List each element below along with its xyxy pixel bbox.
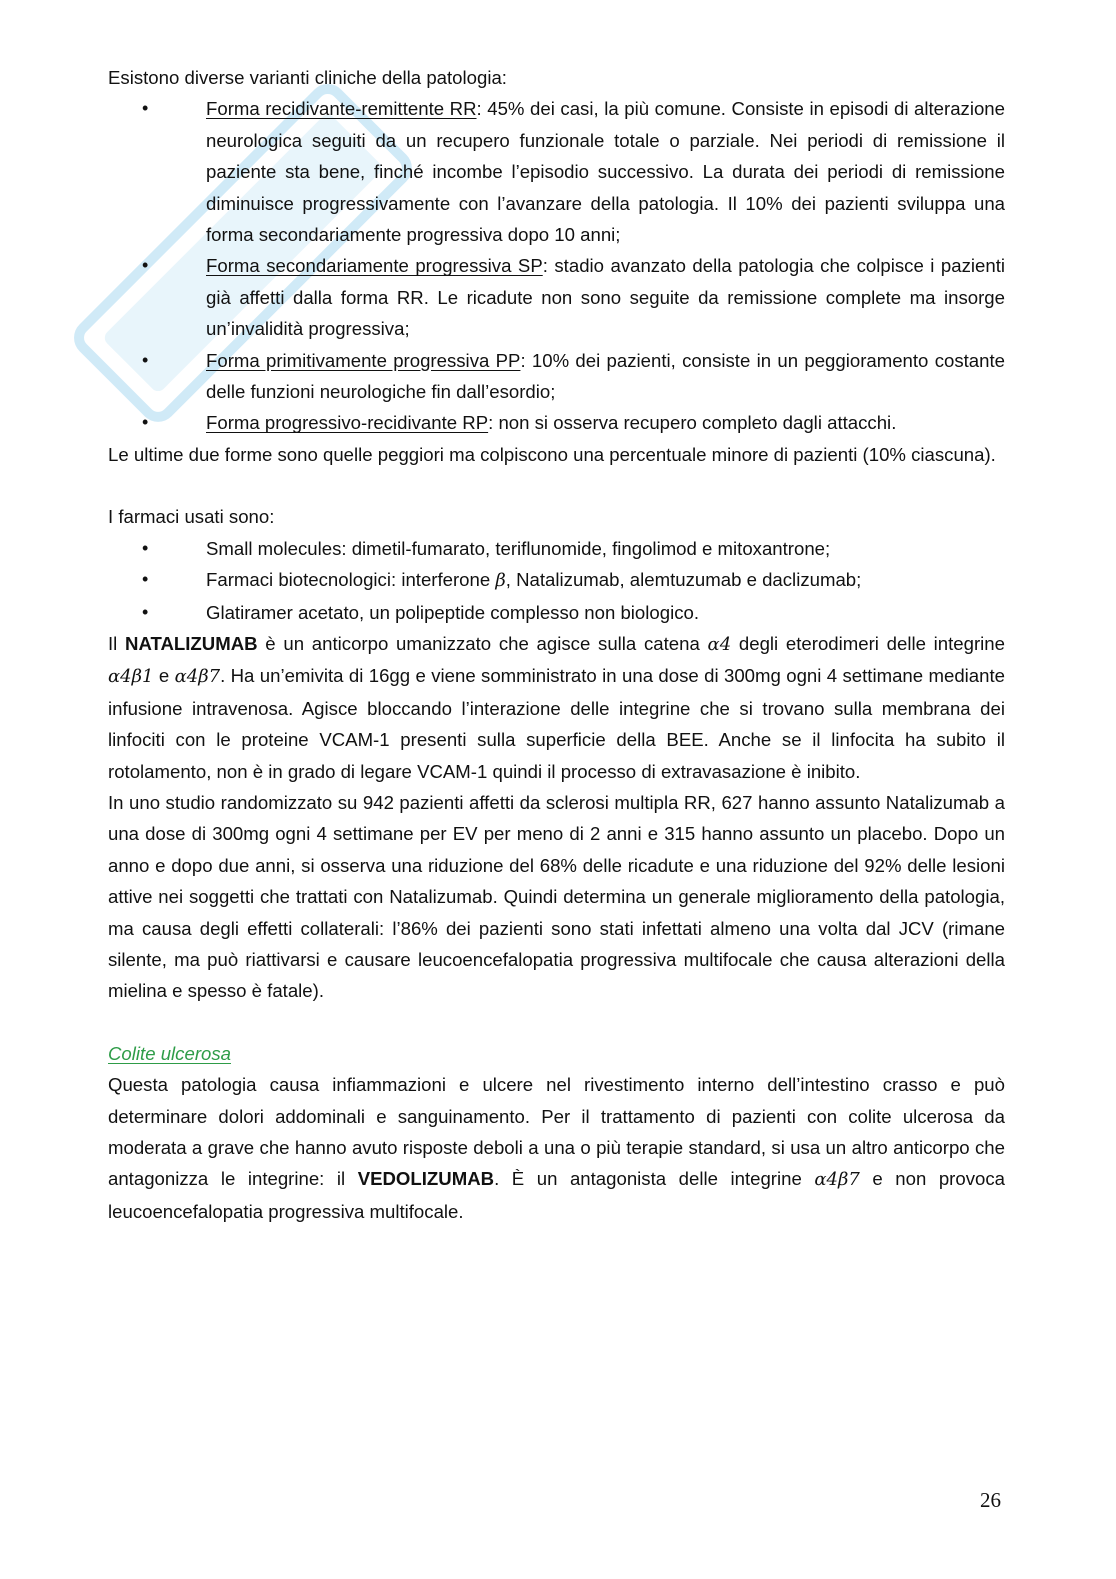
drugs-intro: I farmaci usati sono: [108, 506, 275, 528]
drugs-list [108, 533, 1005, 628]
variant-title: Forma recidivante-remittente RR [206, 98, 477, 120]
spacer [108, 1007, 1005, 1038]
study-paragraph: In uno studio randomizzato su 942 pazienti affetti da sclerosi multipla RR, 627 hanno assunto Natalizumab a una dose di 300mg ogni 4 settimane per EV per meno di 2 anni e 315 hanno assunto un placebo. Dopo un anno e dopo due anni, si osserva una riduzione del 68% delle ricadute e una riduzione del 92% delle lesioni attive nei soggetti che trattati con Natalizumab. Quindi determina un generale miglioramento della patologia, ma causa degli effetti collaterali: l’86% dei pazienti sono stati infettati almeno una volta dal JCV (rimane silente, ma può riattivarsi e causare leucoencefalopatia progressiva multifocale che causa alterazioni della mielina e spesso è fatale). [108, 791, 1005, 1002]
list-item [108, 533, 1005, 564]
text-run: degli eterodimeri delle integrine [731, 632, 1005, 654]
list-item [108, 250, 1005, 344]
colite-heading: Colite ulcerosa [108, 1042, 231, 1064]
vedolizumab-name: VEDOLIZUMAB [357, 1168, 495, 1190]
list-item [108, 345, 1005, 408]
alpha4-symbol: α4 [707, 633, 732, 655]
drug-biotech-text: Farmaci biotecnologici: interferone [206, 569, 496, 591]
text-run: Questa patologia causa infiammazioni e ulcere nel rivestimento interno dell’intestino crasso e può determinare dolori addominali e sanguinamento. Per il trattamento di pazienti con colite ulcerosa da moderata a grave che hanno avuto risposte deboli a una o più terapie standard, si usa un altro anticorpo che antagonizza le integrine: il [108, 1074, 1005, 1190]
section-heading [108, 1038, 1005, 1069]
spacer [108, 470, 1005, 501]
list-item [108, 597, 1005, 628]
drug-glatiramer: Glatiramer acetato, un polipeptide complesso non biologico. [206, 601, 700, 623]
variant-title: Forma progressivo-recidivante RP [206, 412, 489, 434]
a4b7-symbol: α4β7 [174, 666, 221, 688]
variant-text: : non si osserva recupero completo dagli attacchi. [488, 412, 897, 434]
colite-paragraph [108, 1069, 1005, 1227]
natalizumab-name: NATALIZUMAB [125, 632, 258, 654]
intro-text: Esistono diverse varianti cliniche della patologia: [108, 67, 507, 88]
text-run: e non provoca leucoencefalopatia progressiva multifocale. [108, 1168, 1005, 1222]
text-run: . Ha un’emivita di 16gg e viene somministrato in una dose di 300mg ogni 4 settimane mediante infusione intravenosa. Agisce bloccando l’interazione delle integrine che si trovano sulla membrana dei linfociti con le proteine VCAM-1 presenti sulla superficie della BEE. Anche se il linfocita ha subito il rotolamento, non è in grado di legare VCAM-1 quindi il processo di extravasazione è inibito. [108, 665, 1005, 782]
text-run: Il [108, 632, 126, 654]
variant-title: Forma secondariamente progressiva SP [206, 255, 543, 277]
variant-text: : 10% dei pazienti, consiste in un peggioramento costante delle funzioni neurologiche fin dall’esordio; [206, 349, 1005, 403]
variants-list [108, 93, 1005, 438]
list-item [108, 93, 1005, 250]
drug-small-molecules: Small molecules: dimetil-fumarato, teriflunomide, fingolimod e mitoxantrone; [206, 537, 831, 559]
text-run: e [153, 665, 175, 687]
variant-text: : 45% dei casi, la più comune. Consiste in episodi di alterazione neurologica seguiti da un recupero funzionale totale o parziale. Nei periodi di remissione il paziente sta bene, finché incombe l’episodio successivo. La durata dei periodi di remissione diminuisce progressivamente con l’avanzare della patologia. Il 10% dei pazienti sviluppa una forma secondariamente progressiva dopo 10 anni; [206, 98, 1005, 246]
a4b7-symbol: α4β7 [814, 1169, 860, 1191]
natalizumab-paragraph [108, 628, 1005, 787]
text-run: . È un antagonista delle integrine [494, 1168, 815, 1190]
list-item [108, 564, 1005, 596]
drug-biotech-text-2: , Natalizumab, alemtuzumab e daclizumab; [505, 569, 862, 591]
variant-text: : stadio avanzato della patologia che colpisce i pazienti già affetti dalla forma RR. Le ricadute non sono seguite da remissione complete ma insorge un’invalidità progressiva; [206, 255, 1005, 340]
variants-note: Le ultime due forme sono quelle peggiori ma colpiscono una percentuale minore di pazienti (10% ciascuna). [108, 443, 996, 465]
page-number: 26 [980, 1488, 1001, 1512]
text-run: è un anticorpo umanizzato che agisce sulla catena [257, 632, 708, 654]
list-item [108, 407, 1005, 438]
a4b1-symbol: α4β1 [108, 666, 154, 688]
variant-title: Forma primitivamente progressiva PP [206, 349, 521, 371]
document-body [108, 62, 1005, 1227]
beta-symbol: β [495, 570, 506, 592]
